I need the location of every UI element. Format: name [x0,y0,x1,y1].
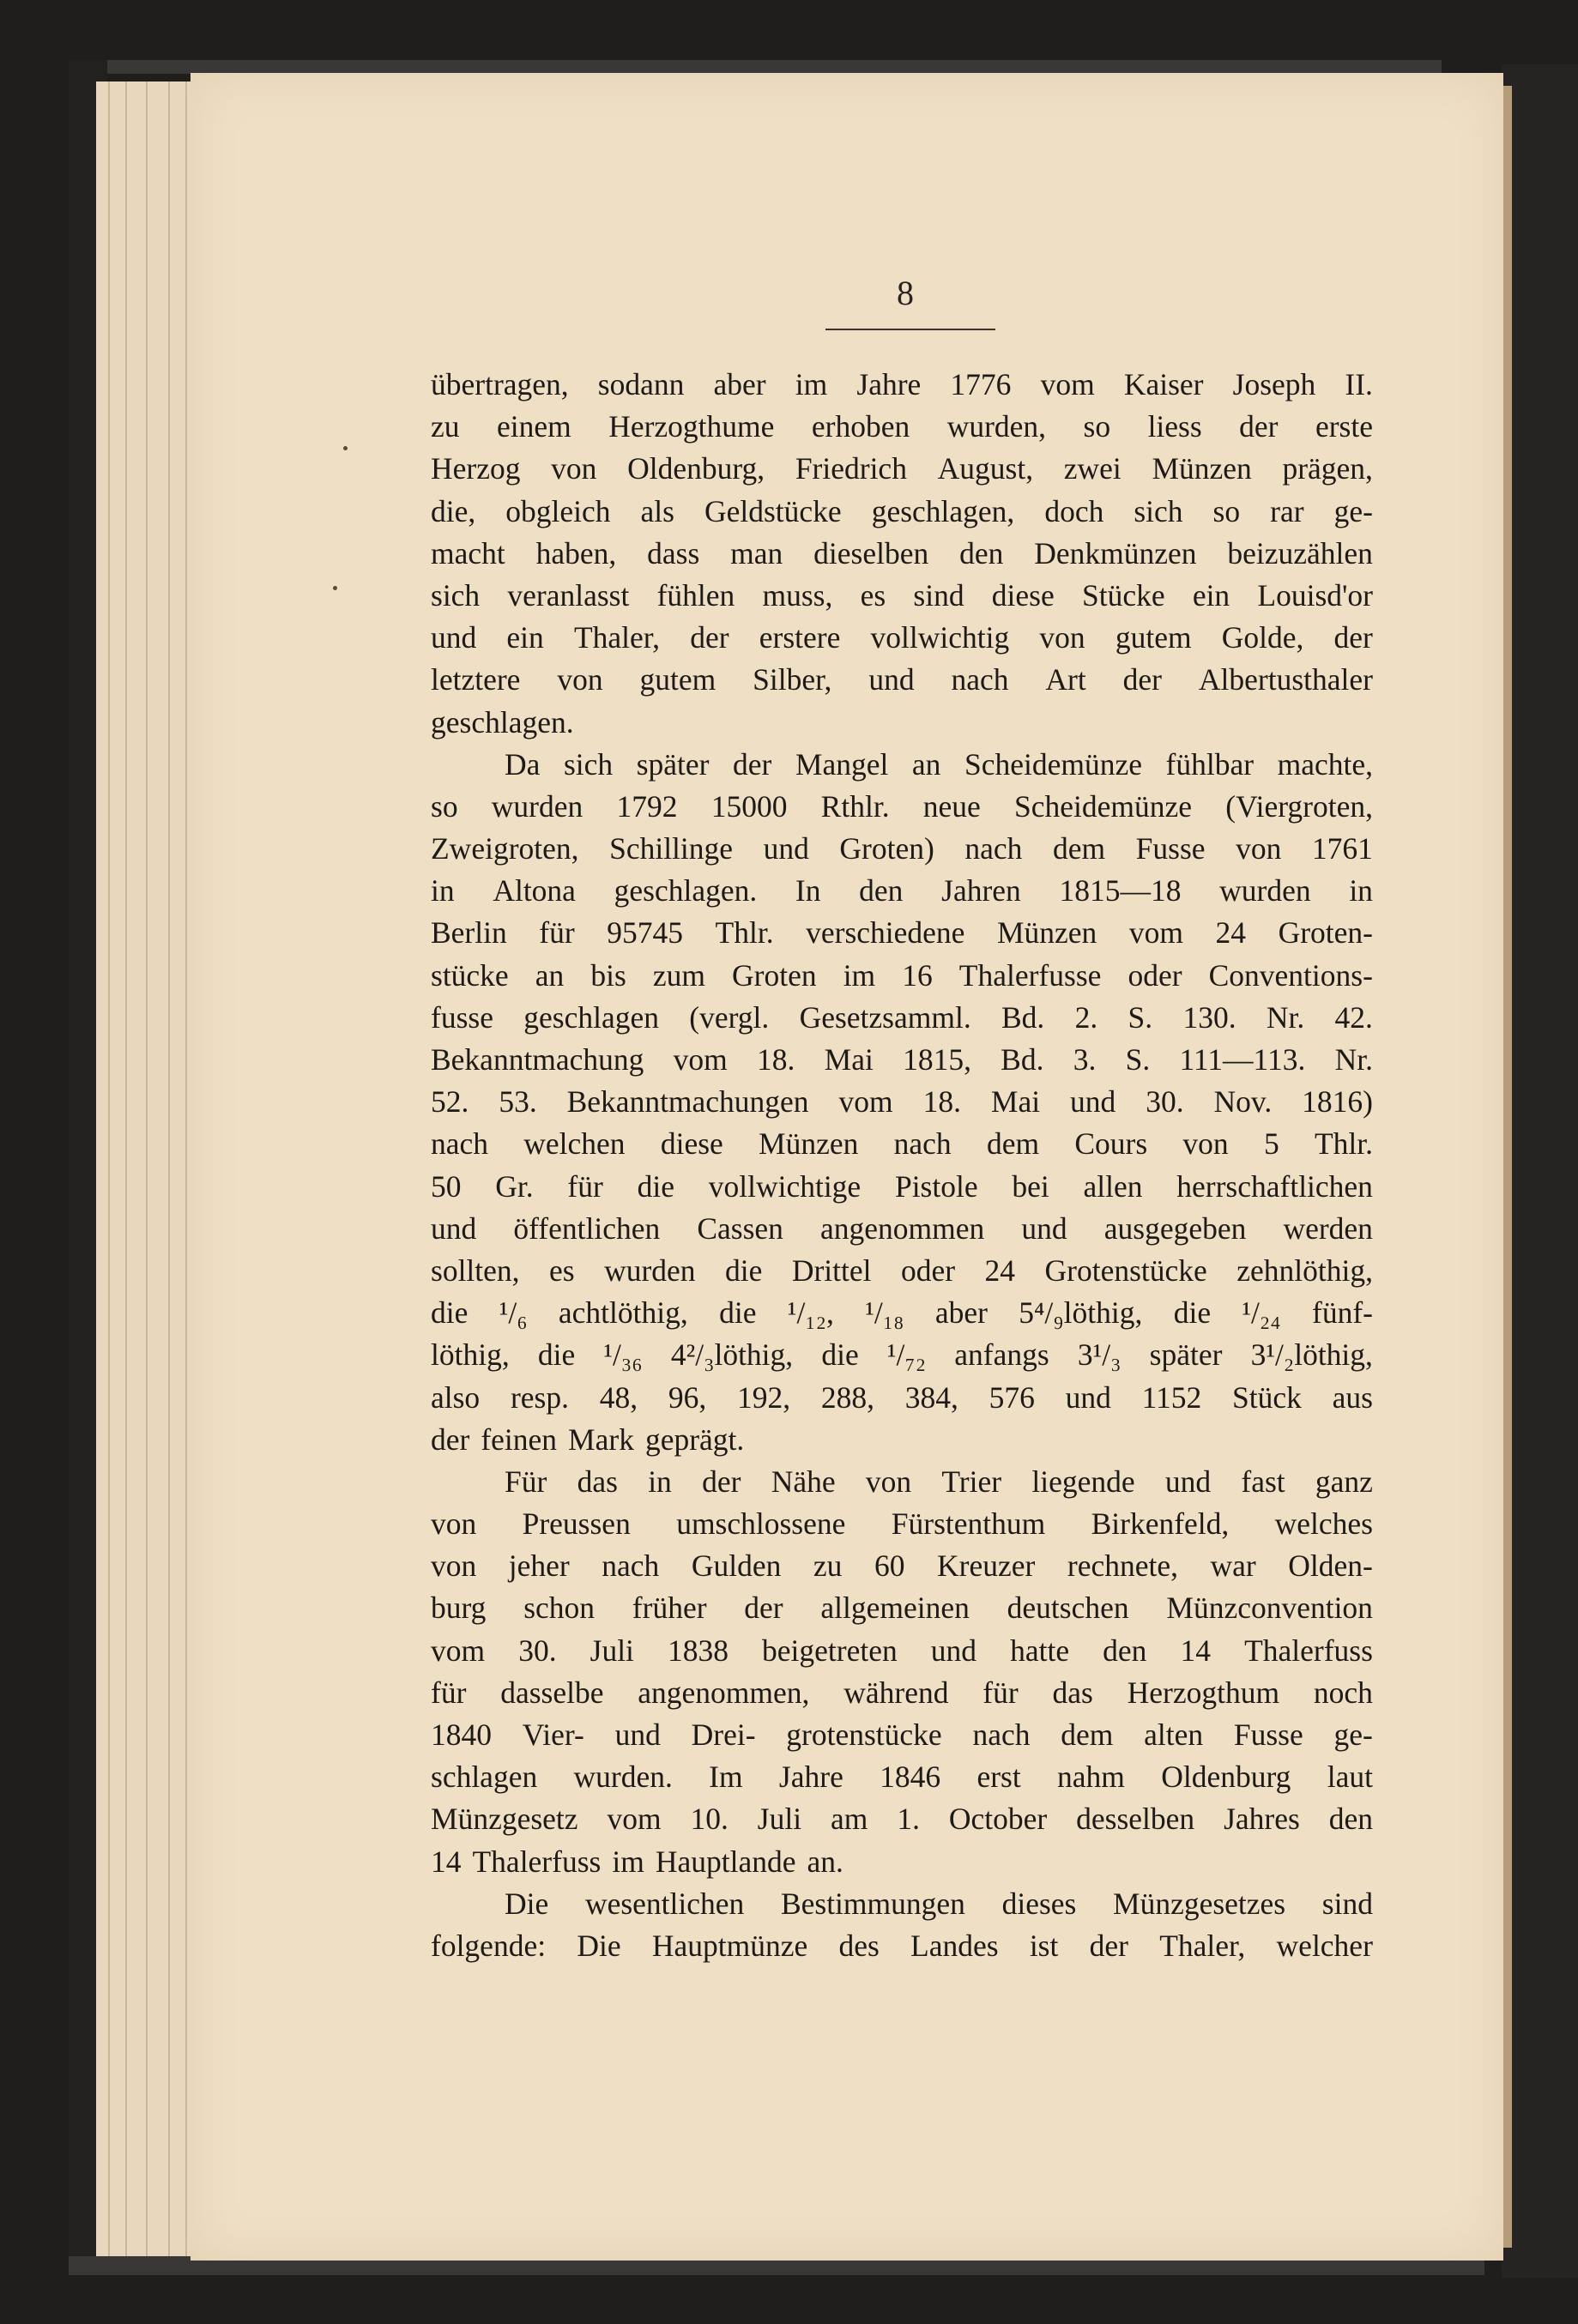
text-line: Münzgesetz vom 10. Juli am 1. October desselben Jahres den [431,1802,1373,1837]
text-line: und ein Thaler, der erstere vollwichtig von gutem Golde, der [431,620,1373,655]
text-line: sich veranlasst fühlen muss, es sind diese Stücke ein Louisd'or [431,577,1373,613]
text-line: macht haben, dass man dieselben den Denkmünzen beizuzählen [431,535,1373,570]
text-line: löthig, die ¹/₃₆ 4²/₃löthig, die ¹/₇₂ anfangs 3¹/₃ später 3¹/₂löthig, [431,1337,1373,1373]
text-line: folgende: Die Hauptmünze des Landes ist der Thaler, welcher [431,1928,1373,1963]
text-line: von jeher nach Gulden zu 60 Kreuzer rechnete, war Olden- [431,1548,1373,1584]
page-number-rule [825,329,995,330]
text-line: von Preussen umschlossene Fürstenthum Birkenfeld, welches [431,1506,1373,1542]
text-line: 14 Thalerfuss im Hauptlande an. [431,1844,843,1879]
paragraph [431,364,1373,744]
text-line: burg schon früher der allgemeinen deutschen Münzconvention [431,1591,1373,1626]
text-line: Berlin für 95745 Thlr. verschiedene Münzen vom 24 Groten- [431,915,1373,951]
text-line: vom 30. Juli 1838 beigetreten und hatte den 14 Thalerfuss [431,1633,1373,1668]
text-line: 52. 53. Bekanntmachungen vom 18. Mai und 30. Nov. 1816) [431,1084,1373,1120]
text-line: Zweigroten, Schillinge und Groten) nach dem Fusse von 1761 [431,831,1373,866]
text-line: letztere von gutem Silber, und nach Art der Albertusthaler [431,662,1373,697]
text-line: also resp. 48, 96, 192, 288, 384, 576 und 1152 Stück aus [431,1379,1373,1415]
text-line: übertragen, sodann aber im Jahre 1776 vom Kaiser Joseph II. [431,367,1373,401]
text-line: in Altona geschlagen. In den Jahren 1815—18 wurden in [431,873,1373,908]
body-text [431,364,1373,1967]
text-line: Die wesentlichen Bestimmungen dieses Münzgesetzes sind [505,1886,1373,1921]
text-line: so wurden 1792 15000 Rthlr. neue Scheidemünze (Viergroten, [431,788,1373,824]
text-line: 1840 Vier- und Drei- grotenstücke nach dem alten Fusse ge- [431,1717,1373,1752]
book-binding-top [69,60,1442,74]
text-line: fusse geschlagen (vergl. Gesetzsamml. Bd. 2. S. 130. Nr. 42. [431,999,1373,1035]
text-line: sollten, es wurden die Drittel oder 24 Grotenstücke zehnlöthig, [431,1253,1373,1288]
text-line: stücke an bis zum Groten im 16 Thalerfusse oder Conventions- [431,957,1373,993]
text-line: für dasselbe angenommen, während für das Herzogthum noch [431,1675,1373,1710]
paper-speck [333,586,337,590]
paragraph [431,744,1373,1461]
text-line: Bekanntmachung vom 18. Mai 1815, Bd. 3. S. 111—113. Nr. [431,1042,1373,1077]
text-line: geschlagen. [431,704,574,739]
text-line: die ¹/₆ achtlöthig, die ¹/₁₂, ¹/₁₈ aber 5⁴/₉löthig, die ¹/₂₄ fünf- [431,1295,1373,1331]
text-line: nach welchen diese Münzen nach dem Cours von 5 Thlr. [431,1126,1373,1162]
text-line: 50 Gr. für die vollwichtige Pistole bei allen herrschaftlichen [431,1168,1373,1204]
text-line: und öffentlichen Cassen angenommen und ausgegeben werden [431,1210,1373,1246]
text-line: der feinen Mark geprägt. [431,1422,745,1457]
text-line: Herzog von Oldenburg, Friedrich August, zwei Münzen prägen, [431,451,1373,486]
text-line: Für das in der Nähe von Trier liegende und fast ganz [505,1464,1373,1499]
book-board-right [1502,64,1578,2278]
paragraph [431,1883,1373,1967]
text-line: Da sich später der Mangel an Scheidemünze fühlbar machte, [505,746,1373,782]
paragraph [431,1461,1373,1883]
paper-speck [343,446,348,450]
text-line: die, obgleich als Geldstücke geschlagen, doch sich so rar ge- [431,493,1373,528]
page-number: 8 [897,274,914,312]
text-line: zu einem Herzogthume erhoben wurden, so liess der erste [431,409,1373,444]
page-stack-left [96,81,190,2261]
text-line: schlagen wurden. Im Jahre 1846 erst nahm Oldenburg laut [431,1760,1373,1795]
